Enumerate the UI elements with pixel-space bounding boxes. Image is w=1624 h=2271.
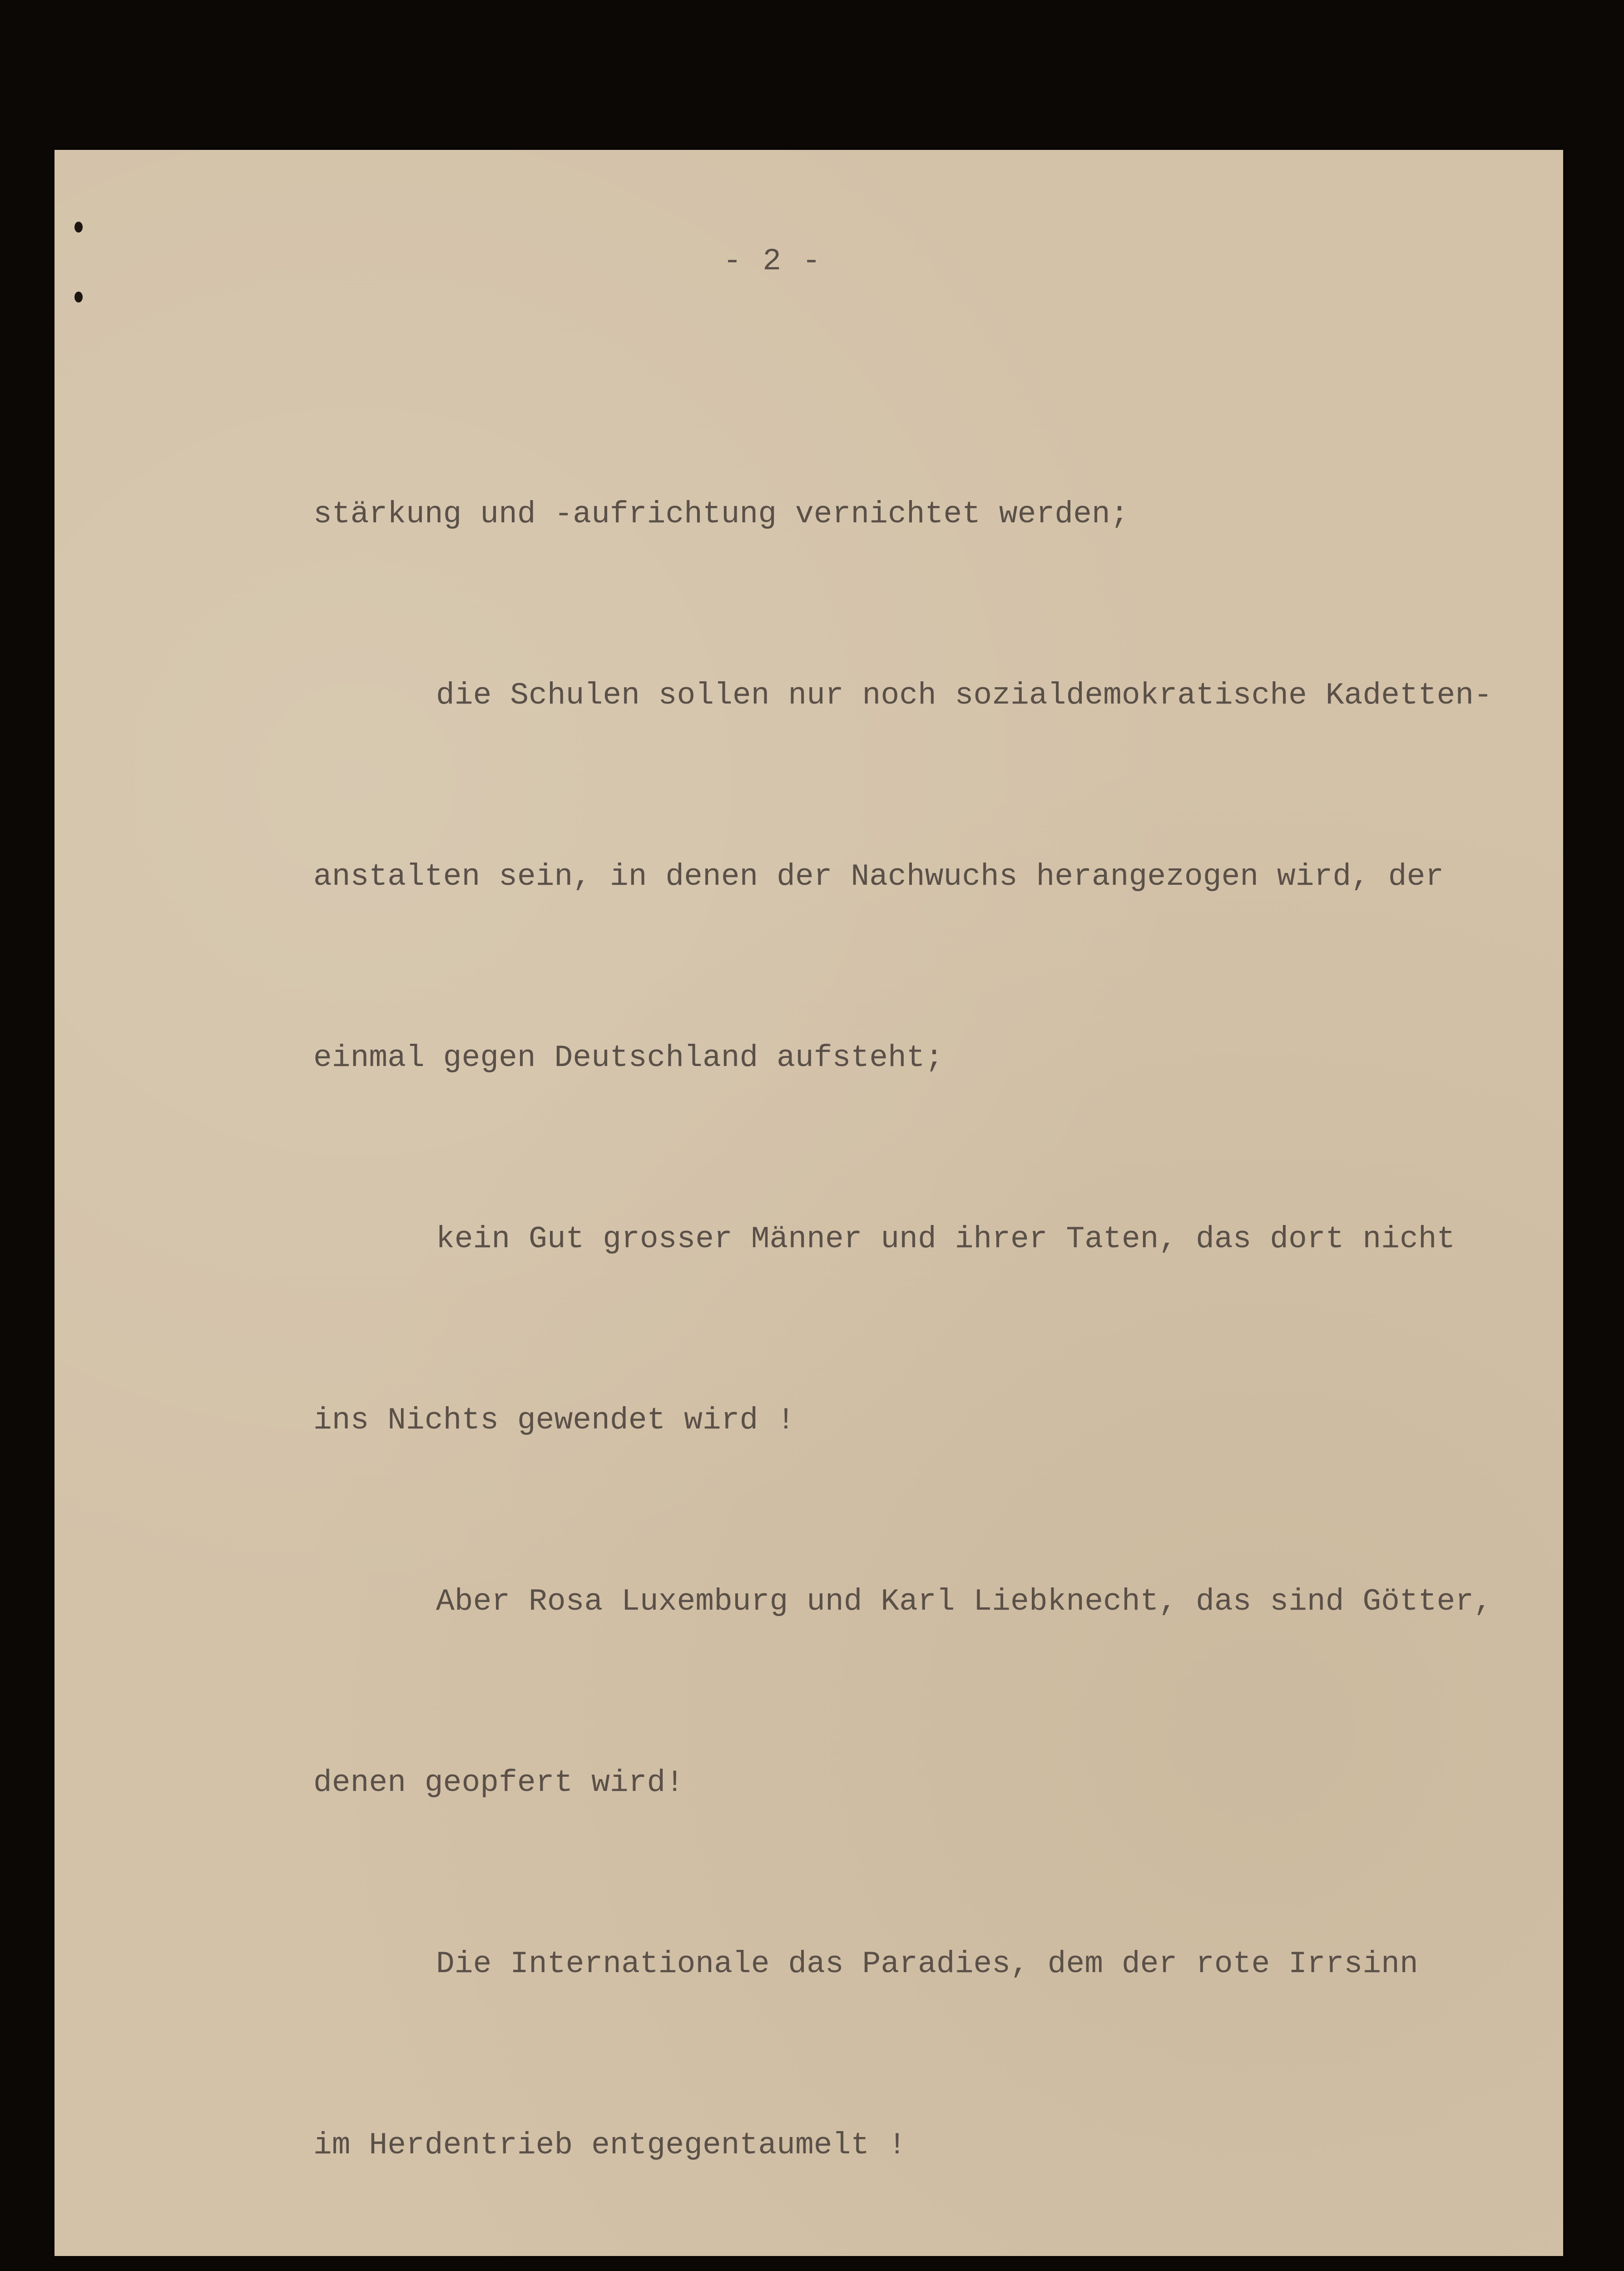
text-line: Die Internationale das Paradies, dem der rote Irrsinn	[436, 1947, 1418, 1982]
text-line: Aber Rosa Luxemburg und Karl Liebknecht, das sind Götter,	[436, 1584, 1492, 1619]
text-line: stärkung und -aufrichtung vernichtet werden;	[313, 497, 1129, 532]
text-line: einmal gegen Deutschland aufsteht;	[313, 1041, 944, 1076]
punch-hole	[74, 222, 83, 233]
text-line: die Schulen sollen nur noch sozialdemokratische Kadetten-	[436, 678, 1492, 713]
text-line: denen geopfert wird!	[313, 1765, 684, 1800]
text-line: kein Gut grosser Männer und ihrer Taten, das dort nicht	[436, 1222, 1456, 1257]
page-number: - 2 -	[723, 244, 822, 279]
text-line: ins Nichts gewendet wird !	[313, 1403, 795, 1438]
text-line: im Herdentrieb entgegentaumelt !	[313, 2128, 906, 2163]
text-line: anstalten sein, in denen der Nachwuchs herangezogen wird, der	[313, 859, 1444, 894]
punch-hole	[74, 292, 83, 302]
typewritten-body	[313, 363, 1540, 2271]
document-page	[54, 150, 1563, 2256]
